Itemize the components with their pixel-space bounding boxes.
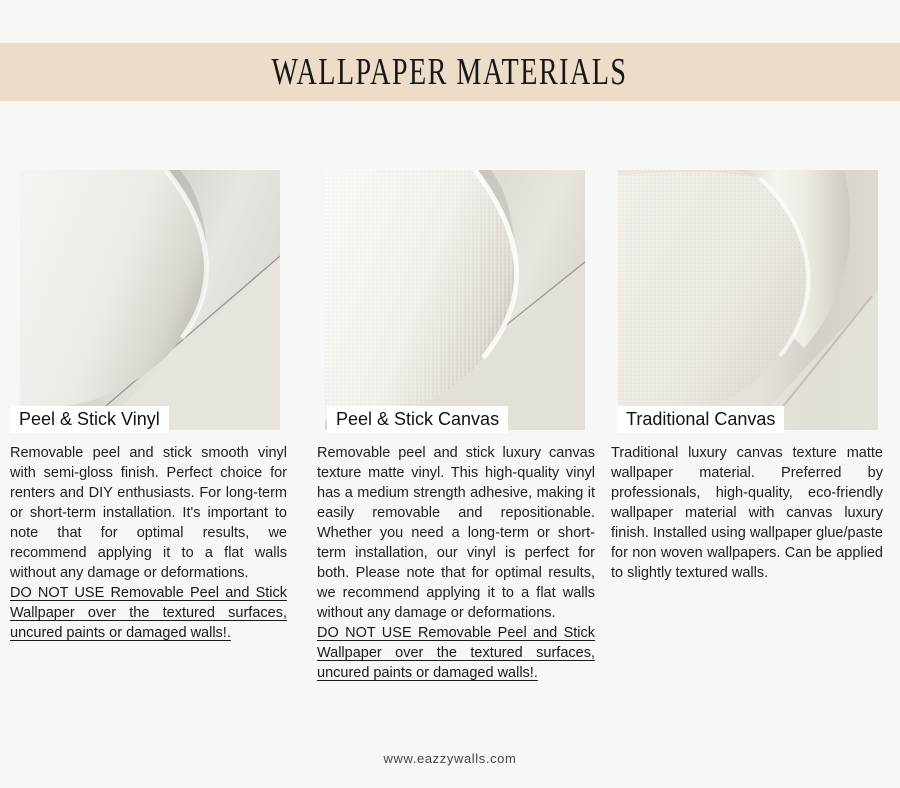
material-name-label (10, 406, 169, 433)
materials-columns (0, 170, 900, 710)
material-name: Peel & Stick Canvas (336, 409, 500, 429)
photo-area (10, 170, 287, 430)
page-title: WALLPAPER MATERIALS (272, 51, 628, 93)
header-band (0, 43, 900, 101)
material-name-label (327, 406, 508, 433)
wallpaper-photo-canvas (325, 170, 585, 430)
website-url: www.eazzywalls.com (383, 751, 517, 766)
photo-area (611, 170, 883, 430)
material-description: Removable peel and stick luxury canvas texture matte vinyl. This high-quality vinyl has a medium strength adhesive, making it easily removable and repositionable. Whether you need a long-term or short-term installation, our vinyl is perfect for both. Please note that for optimal results, we recommend applying it to a flat walls without any damage or deformations. (317, 445, 595, 621)
page-footer (0, 751, 900, 766)
material-card-traditional (611, 170, 883, 583)
material-description: Traditional luxury canvas texture matte wallpaper material. Preferred by professionals, high-quality, eco-friendly wallpaper material with canvas luxury finish. Installed using wallpaper glue/paste for non woven wallpapers. Can be applied to slightly textured walls. (611, 445, 883, 581)
photo-area (317, 170, 595, 430)
material-warning: DO NOT USE Removable Peel and Stick Wallpaper over the textured surfaces, uncured paints or damaged walls!. (317, 625, 595, 681)
material-warning: DO NOT USE Removable Peel and Stick Wallpaper over the textured surfaces, uncured paints or damaged walls!. (10, 585, 287, 641)
material-name-label (617, 406, 784, 433)
material-name: Peel & Stick Vinyl (19, 409, 160, 429)
material-card-vinyl (10, 170, 287, 643)
wallpaper-photo-vinyl (20, 170, 280, 430)
wallpaper-photo-traditional (618, 170, 878, 430)
material-name: Traditional Canvas (626, 409, 776, 429)
material-description: Removable peel and stick smooth vinyl with semi-gloss finish. Perfect choice for renters and DIY enthusiasts. For long-term or short-term installation. It's important to note that for optimal results, we recommend applying it to a flat walls without any damage or deformations. (10, 445, 287, 581)
material-card-canvas (317, 170, 595, 683)
